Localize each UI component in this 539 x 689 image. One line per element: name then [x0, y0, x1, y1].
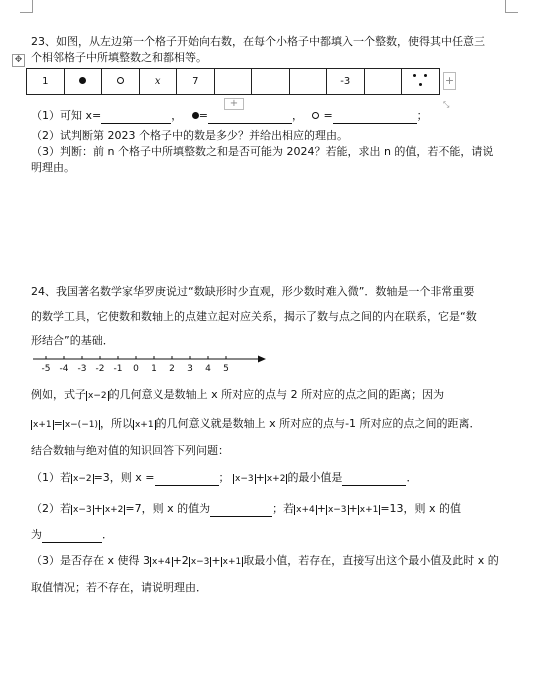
text-run: +	[316, 502, 326, 515]
number-line-tick-label: 4	[205, 364, 211, 374]
text-run: 取最小值，若存在，直接写出这个最小值及此时 x 的	[243, 554, 499, 567]
text-run: =7，则 x 的值为	[125, 502, 211, 515]
number-line-tick-label: -1	[113, 364, 123, 374]
abs-expression: x−(−1)	[64, 420, 98, 430]
filled-circle-icon	[192, 112, 199, 119]
grid-cell-3	[102, 69, 140, 95]
number-line-tick-label: 0	[133, 364, 139, 374]
q23-sub1	[31, 108, 428, 124]
number-line-tick-label: 3	[187, 364, 193, 374]
number-line-tick-label: -2	[95, 364, 105, 374]
grid-cell-8	[289, 69, 327, 95]
grid-cell-11	[402, 69, 440, 95]
q23-stem-line2: 个相邻格子中所填整数之和都相等。	[31, 51, 207, 64]
q23-sub2: （2）试判断第 2023 个格子中的数是多少？并给出相应的理由。	[31, 129, 348, 142]
grid-cell-9: -3	[327, 69, 365, 95]
text-run: ．	[406, 471, 418, 484]
abs-expression: x+2	[266, 474, 286, 484]
q24-stem-line1: 24、我国著名数学家华罗庚说过“数缺形时少直观，形少数时难入微”．数轴是一个非常重要	[31, 285, 475, 298]
text-run: ；	[218, 471, 230, 484]
grid-cell-6	[214, 69, 252, 95]
abs-expression: x−3	[73, 505, 92, 515]
abs-expression: x−3	[235, 474, 254, 484]
add-row-button[interactable]: +	[224, 98, 244, 110]
add-column-button[interactable]: +	[443, 72, 456, 90]
number-line-tick-label: -3	[77, 364, 87, 374]
number-line-tick-label: 5	[223, 364, 229, 374]
q24-part3-line2: 取值情况；若不存在，请说明理由．	[31, 581, 207, 594]
abs-expression: x−3	[190, 557, 210, 567]
number-line-tick-label: -4	[59, 364, 69, 374]
q23-grid	[26, 68, 440, 95]
q24-part3-line1	[31, 553, 499, 569]
abs-expression: x+1	[134, 420, 154, 430]
q23-sub1-end: ；	[416, 109, 428, 122]
text-run: 为	[31, 528, 42, 541]
open-circle-icon	[117, 77, 124, 84]
answer-blank[interactable]	[208, 111, 292, 124]
answer-blank[interactable]	[342, 473, 406, 486]
q24-example-line1	[31, 387, 444, 403]
table-resize-handle-icon[interactable]: ⤡	[443, 100, 450, 109]
abs-expression: x−3	[327, 505, 347, 515]
text-run: +	[348, 502, 358, 515]
number-line	[30, 352, 270, 374]
text-run: 例如，式子	[31, 388, 86, 401]
answer-blank[interactable]	[333, 111, 417, 124]
q23-sub1-sep: ，	[171, 109, 183, 122]
text-run: +	[211, 554, 221, 567]
text-run: +	[93, 502, 103, 515]
q24-stem-line2: 的数学工具，它使数和数轴上的点建立起对应关系，揭示了数与点之间的内在联系，它是“数	[31, 310, 477, 323]
q23-sub3-line1: （3）判断：前 n 个格子中所填整数之和是否可能为 2024？若能，求出 n 的值，若不能，请说	[31, 145, 494, 158]
abs-expression: x+1	[359, 505, 379, 515]
triangle-dots-icon	[410, 71, 430, 89]
text-run: （3）是否存在 x 使得 3	[31, 554, 150, 567]
q23-sub3-line2: 明理由。	[31, 161, 75, 174]
q24-part2-line1	[31, 501, 461, 517]
q24-stem-line3: 形结合”的基础．	[31, 334, 114, 347]
abs-expression: x+4	[152, 557, 171, 567]
abs-expression: x+1	[222, 557, 242, 567]
text-run: =	[53, 417, 63, 430]
abs-expression: x−2	[73, 474, 92, 484]
text-run: +2	[172, 554, 189, 567]
grid-cell-7	[252, 69, 290, 95]
number-line-tick-label: -5	[41, 364, 51, 374]
q24-part2-line2	[31, 527, 113, 543]
text-run: 的几何意义是数轴上 x 所对应的点与 2 所对应的点之间的距离；因为	[108, 388, 445, 401]
q23-sub1-eq: =	[198, 109, 208, 122]
answer-blank[interactable]	[101, 111, 171, 124]
text-run: 的最小值是	[287, 471, 343, 484]
q24-example-line2	[31, 416, 481, 432]
text-run: =13，则 x 的值	[380, 502, 462, 515]
table-move-handle-icon[interactable]: ✥	[12, 54, 25, 67]
text-run: （2）若	[31, 502, 71, 515]
q24-part1	[31, 470, 417, 486]
grid-cell-2	[64, 69, 102, 95]
page-corner-mark-left	[20, 0, 33, 13]
grid-cell-4: x	[139, 69, 177, 95]
q24-intro: 结合数轴与绝对值的知识回答下列问题：	[31, 444, 229, 457]
answer-blank[interactable]	[42, 530, 102, 543]
text-run: ．	[102, 528, 113, 541]
text-run: 的几何意义就是数轴上 x 所对应的点与-1 所对应的点之间的距离．	[155, 417, 481, 430]
grid-cell-1: 1	[27, 69, 65, 95]
text-run: （1）若	[31, 471, 71, 484]
answer-blank[interactable]	[155, 473, 219, 486]
abs-expression: x+2	[104, 505, 124, 515]
grid-cell-10	[364, 69, 402, 95]
abs-expression: x−2	[88, 391, 107, 401]
abs-expression: x+1	[33, 420, 52, 430]
number-line-tick-label: 1	[151, 364, 157, 374]
page-corner-mark-right	[505, 0, 518, 13]
open-circle-icon	[312, 112, 319, 119]
text-run: +	[255, 471, 265, 484]
answer-blank[interactable]	[210, 504, 272, 517]
filled-circle-icon	[79, 77, 86, 84]
text-run: ，所以	[99, 417, 133, 430]
q23-sub1-prefix: （1）可知 x=	[31, 109, 102, 122]
number-line-tick-label: 2	[169, 364, 175, 374]
text-run: =3，则 x =	[93, 471, 155, 484]
q23-sub1-eq: =	[323, 109, 333, 122]
q23-stem-line1: 23、如图，从左边第一个格子开始向右数，在每个小格子中都填入一个整数，使得其中任意三	[31, 35, 485, 48]
q23-sub1-sep: ，	[291, 109, 303, 122]
text-run: ；若	[272, 502, 295, 515]
grid-cell-5: 7	[177, 69, 215, 95]
abs-expression: x+4	[296, 505, 315, 515]
